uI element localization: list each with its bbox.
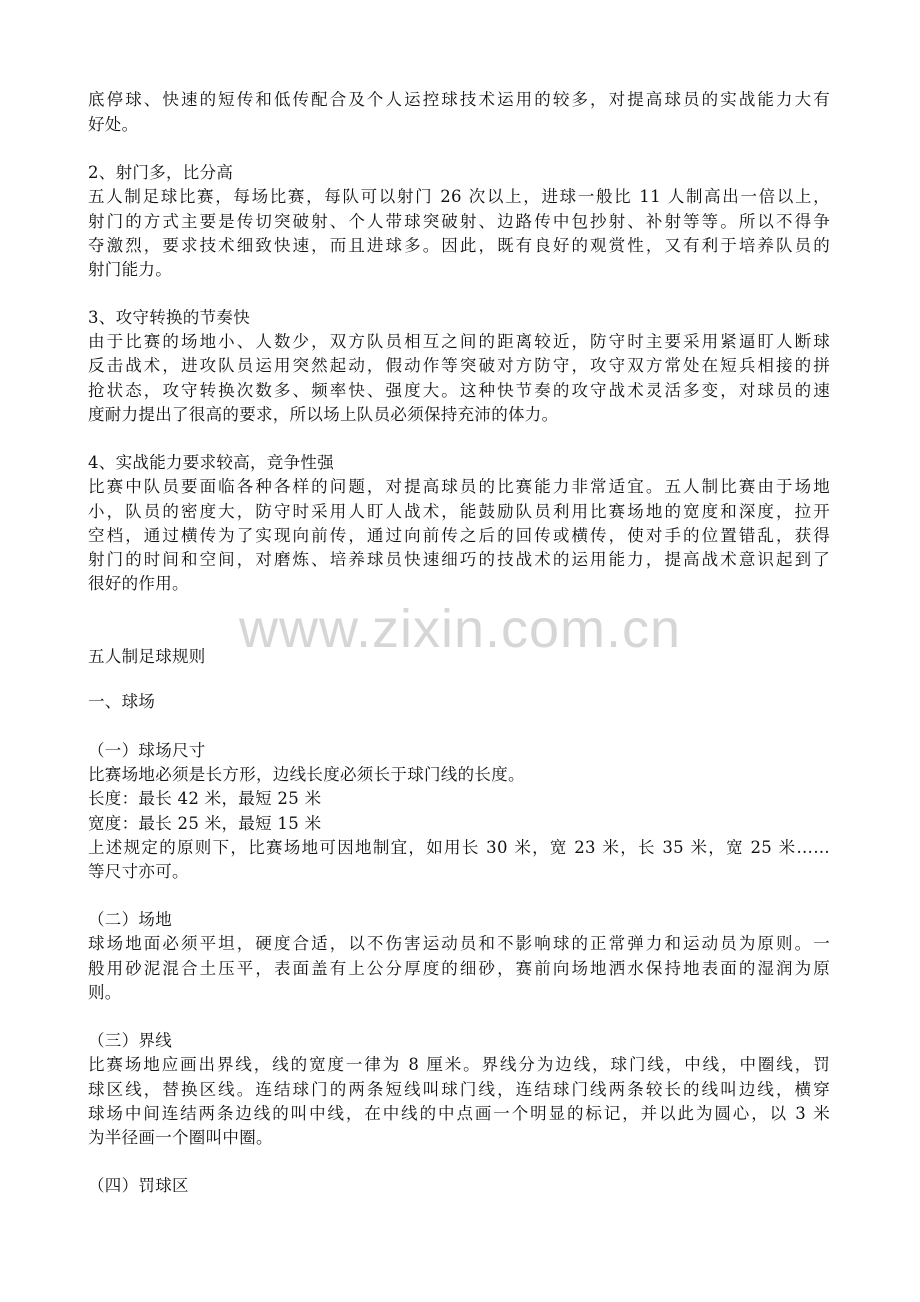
subsection-heading: （二）场地 (88, 910, 172, 929)
body-text-line: 比赛场地应画出界线，线的宽度一律为 8 厘米。界线分为边线，球门线，中线，中圈线，罚 (88, 1055, 830, 1074)
body-text-line: 则。 (88, 983, 122, 1002)
subsection-heading: （四）罚球区 (88, 1176, 189, 1195)
section-heading: 4、实战能力要求较高，竞争性强 (88, 453, 334, 472)
body-text-line: 反击战术，进攻队员运用突然起动，假动作等突破对方防守，攻守双方常处在短兵相接的拼 (88, 356, 830, 375)
subsection-heading: （一）球场尺寸 (88, 741, 206, 760)
body-text-line: 空档，通过横传为了实现向前传，通过向前传之后的回传或横传，使对手的位置错乱，获得 (88, 526, 830, 545)
body-text-line: 小，队员的密度大，防守时采用人盯人战术，能鼓励队员利用比赛场地的宽度和深度，拉开 (88, 502, 830, 521)
body-text-line: 五人制足球比赛，每场比赛，每队可以射门 26 次以上，进球一般比 11 人制高出一倍以上， (88, 187, 830, 206)
body-text-line: 很好的作用。 (88, 574, 189, 593)
body-text-line: 度耐力提出了很高的要求，所以场上队员必须保持充沛的体力。 (88, 405, 559, 424)
body-text-line: 射门的方式主要是传切突破射、个人带球突破射、边路传中包抄射、补射等等。所以不得争 (88, 212, 830, 231)
body-text-line: 球区线，替换区线。连结球门的两条短线叫球门线，连结球门线两条较长的线叫边线，横穿 (88, 1080, 830, 1099)
body-text-line: 底停球、快速的短传和低传配合及个人运控球技术运用的较多，对提高球员的实战能力大有 (88, 90, 830, 109)
body-text-line: 宽度：最长 25 米，最短 15 米 (88, 814, 322, 833)
body-text-line: 长度：最长 42 米，最短 25 米 (88, 789, 322, 808)
body-text-line: 夺激烈，要求技术细致快速，而且进球多。因此，既有良好的观赏性，又有利于培养队员的 (88, 236, 830, 255)
watermark-text: www.zixin.com.cn (238, 599, 682, 659)
section-heading: 3、攻守转换的节奏快 (88, 308, 250, 327)
body-text-line: 由于比赛的场地小、人数少，双方队员相互之间的距离较近，防守时主要采用紧逼盯人断球 (88, 332, 830, 351)
body-text-line: 球场中间连结两条边线的叫中线，在中线的中点画一个明显的标记，并以此为圆心，以 3 米 (88, 1104, 830, 1123)
body-text-line: 射门的时间和空间，对磨炼、培养球员快速细巧的技战术的运用能力，提高战术意识起到了 (88, 550, 830, 569)
subsection-heading: （三）界线 (88, 1031, 172, 1050)
body-text-line: 上述规定的原则下，比赛场地可因地制宜，如用长 30 米，宽 23 米，长 35 米，宽 25 米…… (88, 838, 830, 857)
section-heading: 2、射门多，比分高 (88, 163, 234, 182)
body-text-line: 抢状态，攻守转换次数多、频率快、强度大。这种快节奏的攻守战术灵活多变，对球员的速 (88, 381, 830, 400)
document-title: 五人制足球规则 (88, 647, 206, 666)
body-text-line: 比赛中队员要面临各种各样的问题，对提高球员的比赛能力非常适宜。五人制比赛由于场地 (88, 477, 830, 496)
body-text-line: 球场地面必须平坦，硬度合适，以不伤害运动员和不影响球的正常弹力和运动员为原则。一 (88, 934, 830, 953)
body-text-line: 般用砂泥混合土压平，表面盖有上公分厚度的细砂，赛前向场地洒水保持地表面的湿润为原 (88, 959, 830, 978)
body-text-line: 比赛场地必须是长方形，边线长度必须长于球门线的长度。 (88, 765, 525, 784)
body-text-line: 为半径画一个圈叫中圈。 (88, 1128, 273, 1147)
body-text-line: 射门能力。 (88, 260, 172, 279)
body-text-line: 等尺寸亦可。 (88, 862, 189, 881)
chapter-heading: 一、球场 (88, 692, 156, 711)
body-text-line: 好处。 (88, 115, 139, 134)
